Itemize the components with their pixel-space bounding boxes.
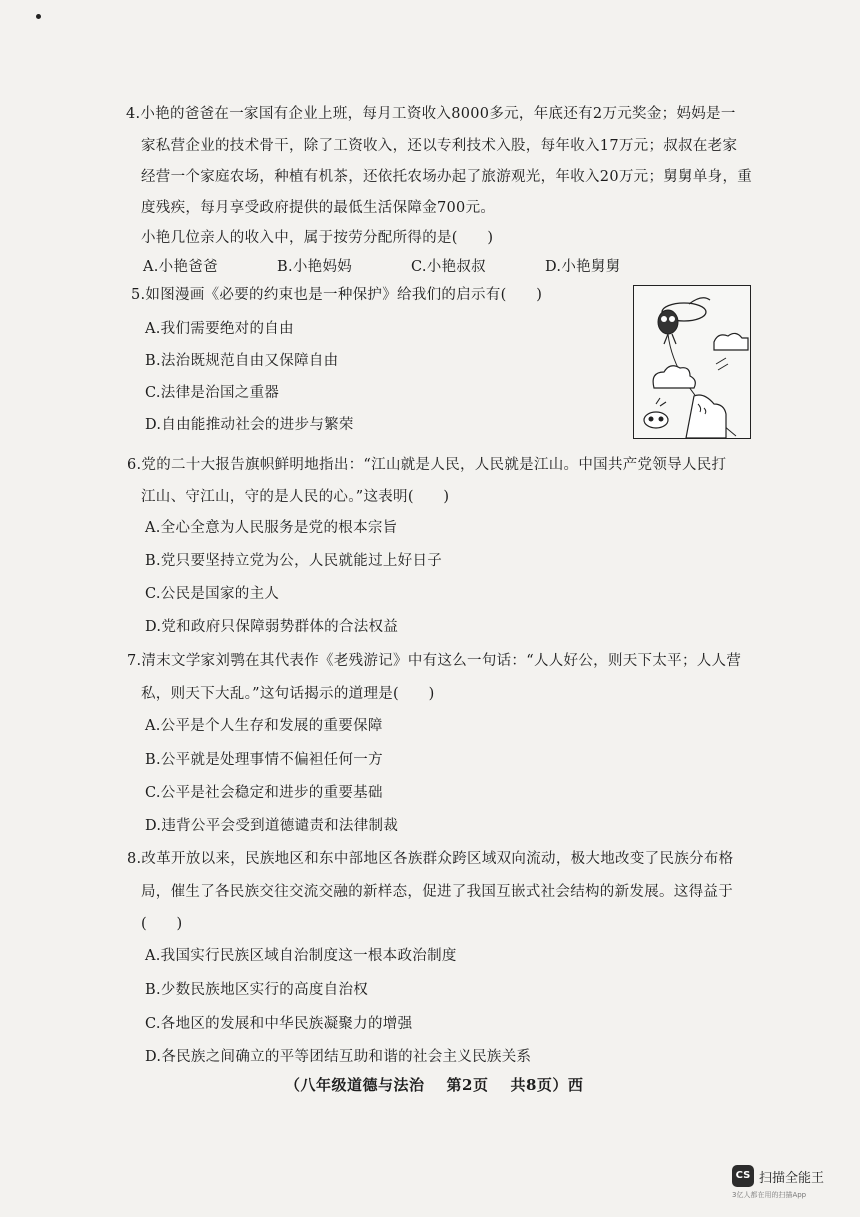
footer-page-number: 第2页 xyxy=(446,1076,489,1094)
option-d: D.各民族之间确立的平等团结互助和谐的社会主义民族关系 xyxy=(145,1049,532,1065)
question-4-stem-line: 小艳几位亲人的收入中，属于按劳分配所得的是( ) xyxy=(141,230,494,246)
option-b: B.法治既规范自由又保障自由 xyxy=(145,353,339,369)
question-7-stem-line: 私，则天下大乱。”这句话揭示的道理是( ) xyxy=(141,686,435,702)
scan-speck xyxy=(36,14,41,19)
option-d: D.违背公平会受到道德谴责和法律制裁 xyxy=(145,818,399,834)
option-c: C.各地区的发展和中华民族凝聚力的增强 xyxy=(145,1016,413,1032)
page-footer xyxy=(285,1074,605,1095)
option-c: C.法律是治国之重器 xyxy=(145,385,280,401)
question-6-stem-line: 6.党的二十大报告旗帜鲜明地指出：“江山就是人民，人民就是江山。中国共产党领导人民打 xyxy=(127,457,727,473)
option-a: A.全心全意为人民服务是党的根本宗旨 xyxy=(145,520,398,536)
camscanner-logo-icon: CS xyxy=(732,1165,754,1187)
option-c: C.公平是社会稳定和进步的重要基础 xyxy=(145,785,383,801)
footer-total-pages: 共8页）西 xyxy=(510,1076,584,1094)
option-b: B.小艳妈妈 xyxy=(277,259,353,275)
option-a: A.我们需要绝对的自由 xyxy=(145,321,294,337)
scanner-watermark xyxy=(732,1165,842,1201)
question-4-stem-line: 度残疾，每月享受政府提供的最低生活保障金700元。 xyxy=(141,200,496,216)
question-8-stem-line: ( ) xyxy=(141,916,183,932)
watermark-app-name: 扫描全能王 xyxy=(759,1171,825,1186)
question-8-stem-line: 局，催生了各民族交往交流交融的新样态，促进了我国互嵌式社会结构的新发展。这得益于 xyxy=(141,884,733,900)
question-4-stem-line: 经营一个家庭农场，种植有机茶，还依托农场办起了旅游观光，年收入20万元；舅舅单身，重 xyxy=(141,169,753,185)
option-b: B.少数民族地区实行的高度自治权 xyxy=(145,982,369,998)
option-a: A.小艳爸爸 xyxy=(143,259,218,275)
footer-subject: （八年级道德与法治 xyxy=(285,1076,425,1094)
question-7-stem-line: 7.清末文学家刘鹗在其代表作《老残游记》中有这么一句话：“人人好公，则天下太平；人人营 xyxy=(127,653,742,669)
option-d: D.党和政府只保障弱势群体的合法权益 xyxy=(145,619,399,635)
option-c: C.小艳叔叔 xyxy=(411,259,486,275)
option-a: A.公平是个人生存和发展的重要保障 xyxy=(145,718,383,734)
question-4-stem-line: 家私营企业的技术骨干，除了工资收入，还以专利技术入股，每年收入17万元；叔叔在老家 xyxy=(141,138,738,154)
option-b: B.公平就是处理事情不偏袒任何一方 xyxy=(145,752,383,768)
question-5-stem-line: 5.如图漫画《必要的约束也是一种保护》给我们的启示有( ) xyxy=(131,287,543,303)
option-d: D.小艳舅舅 xyxy=(545,259,621,275)
kite-cartoon-graphic xyxy=(634,286,750,438)
cartoon-illustration xyxy=(633,285,751,439)
option-b: B.党只要坚持立党为公，人民就能过上好日子 xyxy=(145,553,443,569)
option-a: A.我国实行民族区域自治制度这一根本政治制度 xyxy=(145,948,457,964)
option-c: C.公民是国家的主人 xyxy=(145,586,280,602)
question-8-stem-line: 8.改革开放以来，民族地区和东中部地区各族群众跨区域双向流动，极大地改变了民族分布格 xyxy=(127,851,734,867)
watermark-tagline: 3亿人都在用的扫描App xyxy=(732,1191,807,1199)
question-6-stem-line: 江山、守江山，守的是人民的心。”这表明( ) xyxy=(141,489,450,505)
question-4-stem-line: 4.小艳的爸爸在一家国有企业上班，每月工资收入8000多元，年底还有2万元奖金；妈妈是一 xyxy=(126,106,736,122)
option-d: D.自由能推动社会的进步与繁荣 xyxy=(145,417,354,433)
